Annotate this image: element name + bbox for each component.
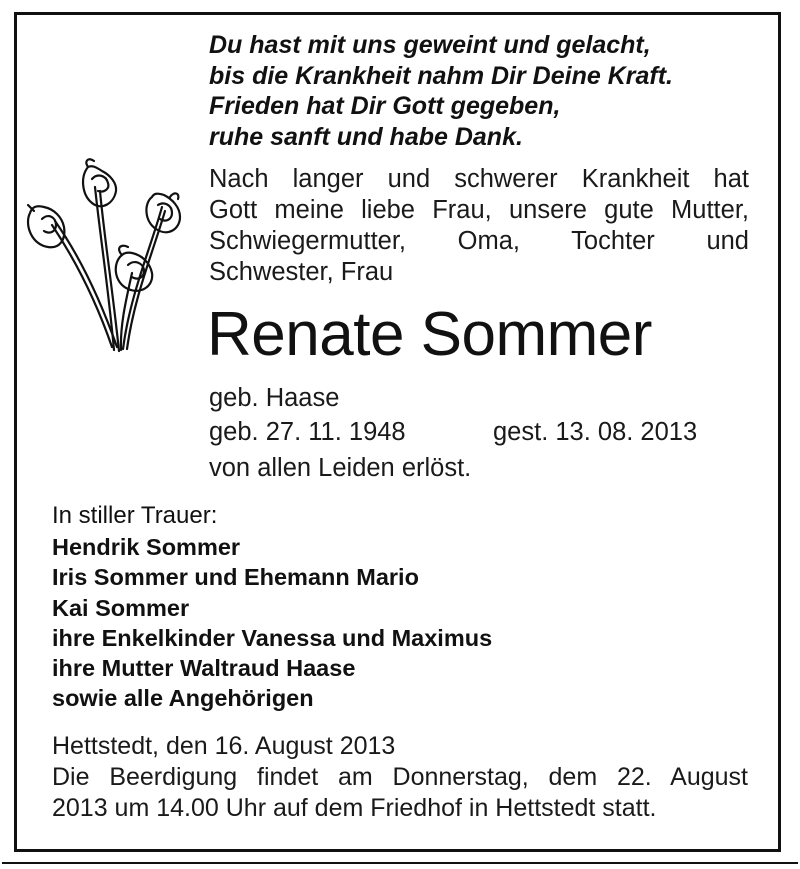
intro-line: Schwiegermutter, Oma, Tochter und (209, 227, 749, 255)
mourner-name: ihre Mutter Waltraud Haase (52, 655, 356, 682)
intro-line: Schwester, Frau (209, 258, 394, 286)
bottom-rule (2, 862, 798, 864)
birth-date: geb. 27. 11. 1948 (209, 418, 406, 446)
maiden-name: geb. Haase (209, 384, 340, 412)
intro-line: Gott meine liebe Frau, unsere gute Mutter, (209, 196, 749, 224)
place-date: Hettstedt, den 16. August 2013 (52, 732, 396, 760)
mourner-name: ihre Enkelkinder Vanessa und Maximus (52, 624, 493, 651)
funeral-info-line: Die Beerdigung findet am Donnerstag, dem 22. August (52, 763, 748, 791)
mourner-name: Iris Sommer und Ehemann Mario (52, 564, 419, 591)
poem-line: bis die Krankheit nahm Dir Deine Kraft. (209, 61, 673, 90)
funeral-info-line: 2013 um 14.00 Uhr auf dem Friedhof in Hettstedt statt. (52, 794, 657, 822)
deceased-name: Renate Sommer (207, 300, 652, 369)
mourners-block (52, 500, 492, 714)
footer (52, 731, 748, 824)
death-date: gest. 13. 08. 2013 (493, 418, 698, 446)
poem-line: Du hast mit uns geweint und gelacht, (209, 31, 651, 59)
intro-line: Nach langer und schwerer Krankheit hat (209, 165, 749, 193)
poem-line: ruhe sanft und habe Dank. (209, 122, 523, 151)
poem (209, 30, 673, 152)
poem-line: Frieden hat Dir Gott gegeben, (209, 92, 561, 120)
mourner-name: Hendrik Sommer (52, 534, 241, 560)
intro-text (209, 164, 749, 288)
mourning-lead: In stiller Trauer: (52, 502, 218, 529)
mourner-name: Kai Sommer (52, 594, 190, 621)
calla-lily-icon (22, 155, 192, 355)
released-text: von allen Leiden erlöst. (209, 454, 472, 482)
mourner-name: sowie alle Angehörigen (52, 685, 314, 712)
